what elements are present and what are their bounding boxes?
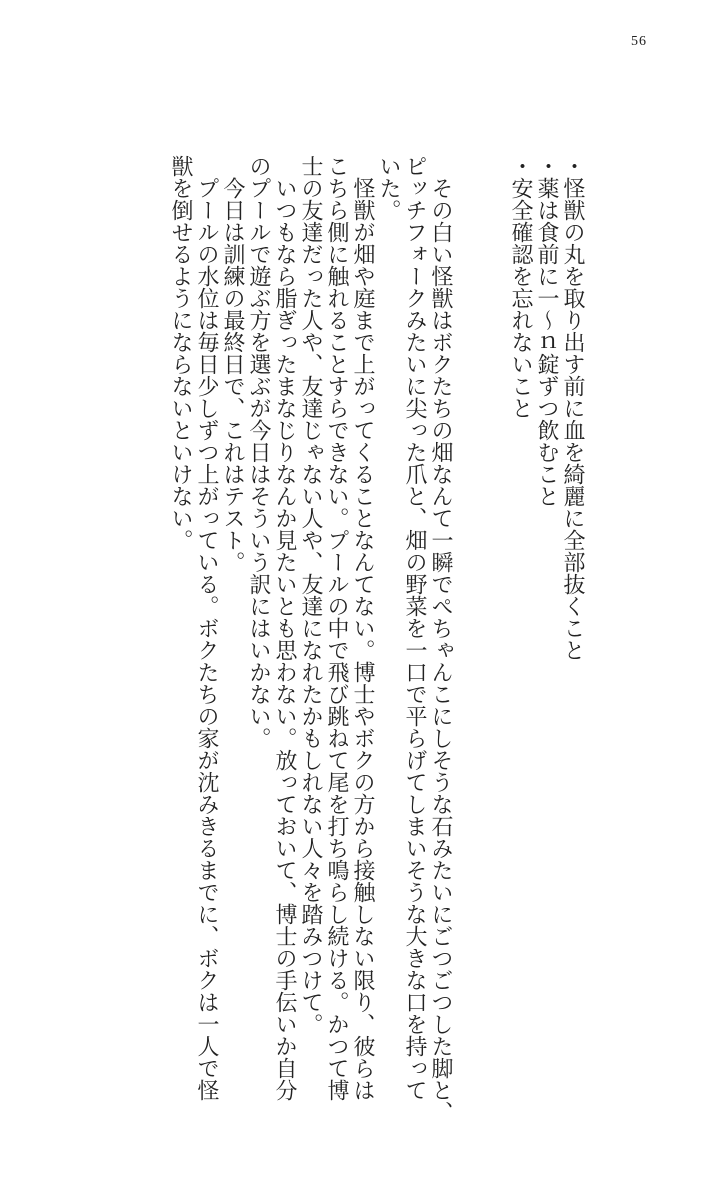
text-column: のプールで遊ぶ方を選ぶが今日はそういう訳にはいかない。 <box>246 155 271 749</box>
text-column: いた。 <box>376 155 401 221</box>
body-text <box>141 0 453 1179</box>
text-column: その白い怪獣はボクたちの畑なんて一瞬でぺちゃんこにしそうな石みたいにごつごつした脚と、 <box>428 155 453 1123</box>
checklist <box>500 0 585 1179</box>
text-column: 怪獣が畑や庭まで上がってくることなんてない。博士やボクの方から接触しない限り、彼らは <box>350 155 375 1101</box>
text-column: 獣を倒せるようにならないといけない。 <box>168 155 193 551</box>
page-number: 56 <box>631 34 647 49</box>
text-column: こちら側に触れることすらできない。プールの中で飛び跳ねて尾を打ち鳴らし続ける。かつて博 <box>324 155 349 1101</box>
checklist-item: ・怪獣の丸を取り出す前に血を綺麗に全部抜くこと <box>560 155 585 661</box>
text-column: 士の友達だった人や、友達じゃない人や、友達になれたかもしれない人々を踏みつけて。 <box>298 155 323 1035</box>
text-column: いつもなら脂ぎったまなじりなんか見たいとも思わない。放っておいて、博士の手伝いか自分 <box>272 155 297 1101</box>
text-column: ピッチフォークみたいに尖った爪と、畑の野菜を一口で平らげてしまいそうな大きな口を持って <box>402 155 427 1101</box>
checklist-item: ・薬は食前に一～ｎ錠ずつ飲むこと <box>534 155 559 507</box>
checklist-item: ・安全確認を忘れないこと <box>508 155 533 419</box>
text-column: 今日は訓練の最終日で、これはテスト。 <box>220 155 245 573</box>
text-column: プールの水位は毎日少しずつ上がっている。ボクたちの家が沈みきるまでに、ボクは一人で怪 <box>194 155 219 1101</box>
